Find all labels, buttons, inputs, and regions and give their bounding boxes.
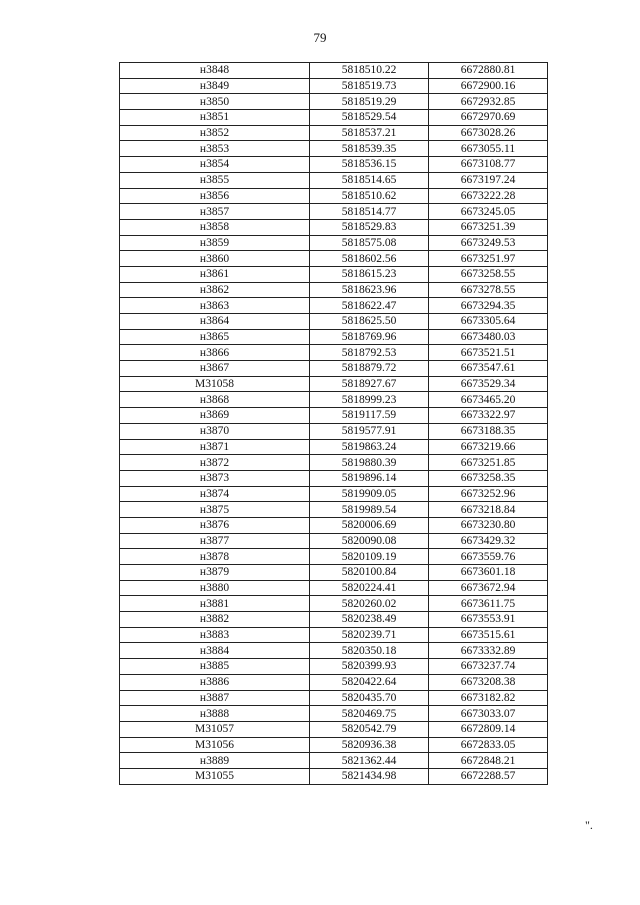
point-id-cell: н3865 — [120, 329, 310, 345]
y-coordinate-cell: 6672809.14 — [429, 721, 548, 737]
point-id-cell: н3854 — [120, 157, 310, 173]
table-row — [120, 78, 548, 94]
y-coordinate-cell: 6673208.38 — [429, 674, 548, 690]
table-row — [120, 517, 548, 533]
coordinates-table — [119, 62, 548, 785]
point-id-cell: н3875 — [120, 502, 310, 518]
y-coordinate-cell: 6673258.35 — [429, 470, 548, 486]
y-coordinate-cell: 6673108.77 — [429, 157, 548, 173]
x-coordinate-cell: 5818792.53 — [310, 345, 429, 361]
point-id-cell: н3881 — [120, 596, 310, 612]
y-coordinate-cell: 6673529.34 — [429, 376, 548, 392]
x-coordinate-cell: 5818625.50 — [310, 314, 429, 330]
x-coordinate-cell: 5818510.22 — [310, 63, 429, 79]
y-coordinate-cell: 6673559.76 — [429, 549, 548, 565]
table-row — [120, 470, 548, 486]
y-coordinate-cell: 6672880.81 — [429, 63, 548, 79]
x-coordinate-cell: 5818575.08 — [310, 235, 429, 251]
table-row — [120, 721, 548, 737]
point-id-cell: н3856 — [120, 188, 310, 204]
page-number: 79 — [313, 30, 327, 45]
x-coordinate-cell: 5818622.47 — [310, 298, 429, 314]
table-row — [120, 643, 548, 659]
point-id-cell: н3862 — [120, 282, 310, 298]
y-coordinate-cell: 6673033.07 — [429, 706, 548, 722]
point-id-cell: н3866 — [120, 345, 310, 361]
table-row — [120, 298, 548, 314]
x-coordinate-cell: 5820399.93 — [310, 659, 429, 675]
table-row — [120, 157, 548, 173]
x-coordinate-cell: 5820100.84 — [310, 565, 429, 581]
x-coordinate-cell: 5821434.98 — [310, 768, 429, 784]
x-coordinate-cell: 5820109.19 — [310, 549, 429, 565]
point-id-cell: н3870 — [120, 423, 310, 439]
table-row — [120, 361, 548, 377]
point-id-cell: М31056 — [120, 737, 310, 753]
table-row — [120, 706, 548, 722]
point-id-cell: н3864 — [120, 314, 310, 330]
y-coordinate-cell: 6673278.55 — [429, 282, 548, 298]
table-row — [120, 94, 548, 110]
point-id-cell: н3887 — [120, 690, 310, 706]
x-coordinate-cell: 5820936.38 — [310, 737, 429, 753]
x-coordinate-cell: 5819909.05 — [310, 486, 429, 502]
table-row — [120, 674, 548, 690]
x-coordinate-cell: 5818927.67 — [310, 376, 429, 392]
y-coordinate-cell: 6673465.20 — [429, 392, 548, 408]
table-row — [120, 455, 548, 471]
point-id-cell: н3888 — [120, 706, 310, 722]
y-coordinate-cell: 6673553.91 — [429, 612, 548, 628]
y-coordinate-cell: 6672970.69 — [429, 110, 548, 126]
point-id-cell: н3882 — [120, 612, 310, 628]
closing-quote-mark: ". — [585, 818, 593, 832]
x-coordinate-cell: 5820435.70 — [310, 690, 429, 706]
x-coordinate-cell: 5820469.75 — [310, 706, 429, 722]
table-row — [120, 596, 548, 612]
table-row — [120, 110, 548, 126]
table-row — [120, 753, 548, 769]
x-coordinate-cell: 5820350.18 — [310, 643, 429, 659]
x-coordinate-cell: 5819896.14 — [310, 470, 429, 486]
point-id-cell: н3873 — [120, 470, 310, 486]
table-row — [120, 423, 548, 439]
x-coordinate-cell: 5820422.64 — [310, 674, 429, 690]
point-id-cell: н3861 — [120, 266, 310, 282]
y-coordinate-cell: 6673249.53 — [429, 235, 548, 251]
table-row — [120, 345, 548, 361]
point-id-cell: н3859 — [120, 235, 310, 251]
y-coordinate-cell: 6672932.85 — [429, 94, 548, 110]
x-coordinate-cell: 5818536.15 — [310, 157, 429, 173]
table-row — [120, 580, 548, 596]
point-id-cell: н3889 — [120, 753, 310, 769]
coordinates-table-body — [120, 63, 548, 785]
point-id-cell: н3863 — [120, 298, 310, 314]
y-coordinate-cell: 6673218.84 — [429, 502, 548, 518]
y-coordinate-cell: 6673251.85 — [429, 455, 548, 471]
x-coordinate-cell: 5818514.77 — [310, 204, 429, 220]
y-coordinate-cell: 6673028.26 — [429, 125, 548, 141]
y-coordinate-cell: 6673322.97 — [429, 408, 548, 424]
x-coordinate-cell: 5820090.08 — [310, 533, 429, 549]
table-row — [120, 392, 548, 408]
point-id-cell: М31055 — [120, 768, 310, 784]
y-coordinate-cell: 6673055.11 — [429, 141, 548, 157]
y-coordinate-cell: 6673521.51 — [429, 345, 548, 361]
y-coordinate-cell: 6673237.74 — [429, 659, 548, 675]
point-id-cell: н3886 — [120, 674, 310, 690]
table-row — [120, 376, 548, 392]
point-id-cell: н3857 — [120, 204, 310, 220]
x-coordinate-cell: 5818602.56 — [310, 251, 429, 267]
y-coordinate-cell: 6673222.28 — [429, 188, 548, 204]
x-coordinate-cell: 5818999.23 — [310, 392, 429, 408]
y-coordinate-cell: 6673230.80 — [429, 517, 548, 533]
x-coordinate-cell: 5818519.29 — [310, 94, 429, 110]
x-coordinate-cell: 5820006.69 — [310, 517, 429, 533]
point-id-cell: н3884 — [120, 643, 310, 659]
table-row — [120, 172, 548, 188]
y-coordinate-cell: 6672288.57 — [429, 768, 548, 784]
y-coordinate-cell: 6673258.55 — [429, 266, 548, 282]
point-id-cell: М31058 — [120, 376, 310, 392]
table-row — [120, 627, 548, 643]
point-id-cell: н3858 — [120, 219, 310, 235]
y-coordinate-cell: 6673480.03 — [429, 329, 548, 345]
table-row — [120, 329, 548, 345]
x-coordinate-cell: 5818529.83 — [310, 219, 429, 235]
point-id-cell: н3855 — [120, 172, 310, 188]
y-coordinate-cell: 6673515.61 — [429, 627, 548, 643]
point-id-cell: н3850 — [120, 94, 310, 110]
point-id-cell: н3876 — [120, 517, 310, 533]
y-coordinate-cell: 6673252.96 — [429, 486, 548, 502]
x-coordinate-cell: 5819989.54 — [310, 502, 429, 518]
y-coordinate-cell: 6673197.24 — [429, 172, 548, 188]
y-coordinate-cell: 6672900.16 — [429, 78, 548, 94]
table-row — [120, 125, 548, 141]
x-coordinate-cell: 5818879.72 — [310, 361, 429, 377]
point-id-cell: н3877 — [120, 533, 310, 549]
y-coordinate-cell: 6673332.89 — [429, 643, 548, 659]
table-row — [120, 612, 548, 628]
x-coordinate-cell: 5820260.02 — [310, 596, 429, 612]
point-id-cell: н3853 — [120, 141, 310, 157]
x-coordinate-cell: 5818514.65 — [310, 172, 429, 188]
point-id-cell: н3869 — [120, 408, 310, 424]
x-coordinate-cell: 5818510.62 — [310, 188, 429, 204]
point-id-cell: н3852 — [120, 125, 310, 141]
point-id-cell: н3860 — [120, 251, 310, 267]
x-coordinate-cell: 5818769.96 — [310, 329, 429, 345]
x-coordinate-cell: 5819577.91 — [310, 423, 429, 439]
x-coordinate-cell: 5820224.41 — [310, 580, 429, 596]
table-row — [120, 188, 548, 204]
table-row — [120, 533, 548, 549]
table-row — [120, 502, 548, 518]
table-row — [120, 219, 548, 235]
y-coordinate-cell: 6673251.97 — [429, 251, 548, 267]
x-coordinate-cell: 5818529.54 — [310, 110, 429, 126]
x-coordinate-cell: 5820238.49 — [310, 612, 429, 628]
y-coordinate-cell: 6673251.39 — [429, 219, 548, 235]
y-coordinate-cell: 6672833.05 — [429, 737, 548, 753]
x-coordinate-cell: 5820542.79 — [310, 721, 429, 737]
y-coordinate-cell: 6672848.21 — [429, 753, 548, 769]
table-row — [120, 768, 548, 784]
table-row — [120, 659, 548, 675]
x-coordinate-cell: 5819880.39 — [310, 455, 429, 471]
x-coordinate-cell: 5818615.23 — [310, 266, 429, 282]
table-row — [120, 251, 548, 267]
x-coordinate-cell: 5818539.35 — [310, 141, 429, 157]
y-coordinate-cell: 6673245.05 — [429, 204, 548, 220]
point-id-cell: н3883 — [120, 627, 310, 643]
x-coordinate-cell: 5819117.59 — [310, 408, 429, 424]
y-coordinate-cell: 6673219.66 — [429, 439, 548, 455]
y-coordinate-cell: 6673672.94 — [429, 580, 548, 596]
x-coordinate-cell: 5818537.21 — [310, 125, 429, 141]
table-row — [120, 235, 548, 251]
y-coordinate-cell: 6673305.64 — [429, 314, 548, 330]
y-coordinate-cell: 6673601.18 — [429, 565, 548, 581]
y-coordinate-cell: 6673611.75 — [429, 596, 548, 612]
table-row — [120, 266, 548, 282]
table-row — [120, 314, 548, 330]
point-id-cell: М31057 — [120, 721, 310, 737]
y-coordinate-cell: 6673429.32 — [429, 533, 548, 549]
table-row — [120, 565, 548, 581]
table-row — [120, 549, 548, 565]
table-row — [120, 141, 548, 157]
table-row — [120, 439, 548, 455]
point-id-cell: н3868 — [120, 392, 310, 408]
x-coordinate-cell: 5818623.96 — [310, 282, 429, 298]
point-id-cell: н3879 — [120, 565, 310, 581]
y-coordinate-cell: 6673188.35 — [429, 423, 548, 439]
y-coordinate-cell: 6673182.82 — [429, 690, 548, 706]
point-id-cell: н3874 — [120, 486, 310, 502]
x-coordinate-cell: 5819863.24 — [310, 439, 429, 455]
point-id-cell: н3848 — [120, 63, 310, 79]
point-id-cell: н3849 — [120, 78, 310, 94]
point-id-cell: н3872 — [120, 455, 310, 471]
table-row — [120, 690, 548, 706]
point-id-cell: н3867 — [120, 361, 310, 377]
table-row — [120, 737, 548, 753]
point-id-cell: н3851 — [120, 110, 310, 126]
x-coordinate-cell: 5821362.44 — [310, 753, 429, 769]
y-coordinate-cell: 6673294.35 — [429, 298, 548, 314]
x-coordinate-cell: 5818519.73 — [310, 78, 429, 94]
x-coordinate-cell: 5820239.71 — [310, 627, 429, 643]
y-coordinate-cell: 6673547.61 — [429, 361, 548, 377]
table-row — [120, 408, 548, 424]
table-row — [120, 63, 548, 79]
point-id-cell: н3880 — [120, 580, 310, 596]
table-row — [120, 282, 548, 298]
point-id-cell: н3871 — [120, 439, 310, 455]
table-row — [120, 486, 548, 502]
table-row — [120, 204, 548, 220]
point-id-cell: н3878 — [120, 549, 310, 565]
point-id-cell: н3885 — [120, 659, 310, 675]
